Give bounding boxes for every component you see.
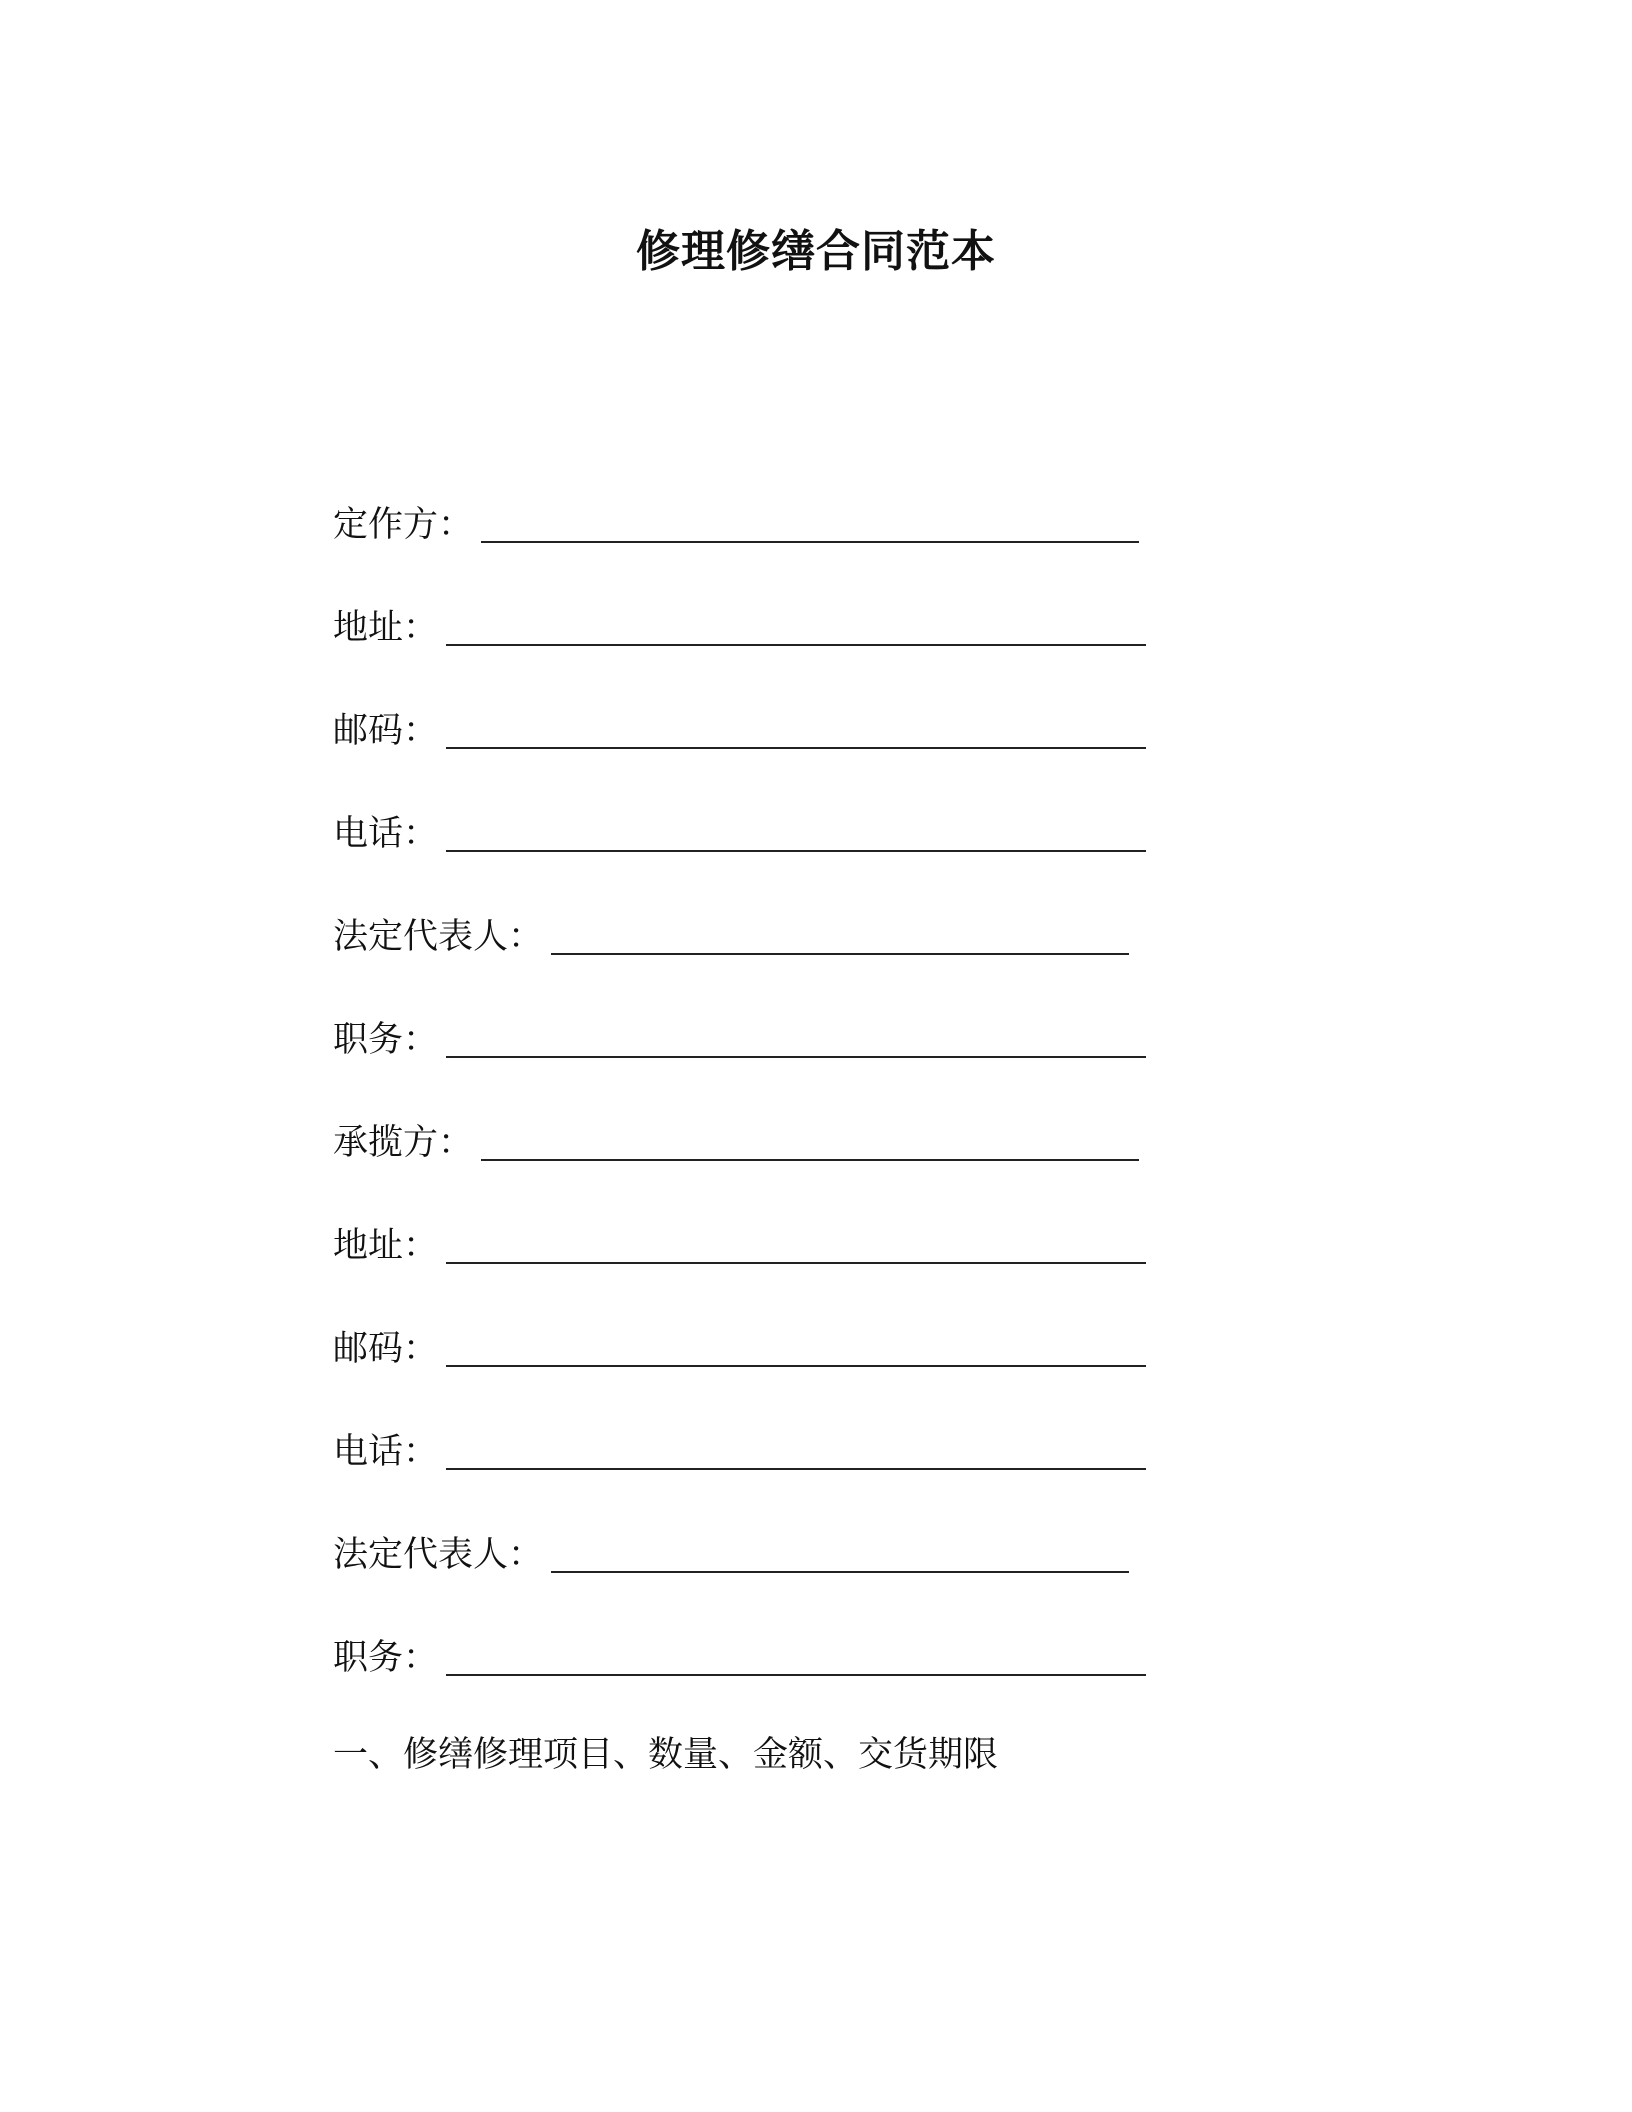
field-legal-rep-1 (333, 912, 1129, 962)
fill-in-line (446, 1674, 1146, 1676)
field-label: 职务： (333, 1020, 439, 1060)
field-address-2 (333, 1221, 1146, 1271)
fill-in-line (446, 1262, 1146, 1264)
fill-in-line (446, 747, 1146, 749)
field-postcode-1 (333, 706, 1146, 756)
field-ordering-party (333, 500, 1139, 550)
fill-in-line (446, 1365, 1146, 1367)
field-position-2 (333, 1633, 1146, 1683)
section-heading: 一、修缮修理项目、数量、金额、交货期限 (333, 1735, 999, 1775)
field-address-1 (333, 603, 1146, 653)
field-label: 法定代表人： (333, 1535, 544, 1575)
field-label: 地址： (333, 608, 439, 648)
fill-in-line (481, 541, 1139, 543)
field-contractor (333, 1118, 1139, 1168)
fill-in-line (551, 1571, 1129, 1573)
field-phone-1 (333, 809, 1146, 859)
field-label: 定作方： (333, 505, 474, 545)
field-postcode-2 (333, 1324, 1146, 1374)
field-label: 邮码： (333, 711, 439, 751)
field-phone-2 (333, 1427, 1146, 1477)
fill-in-line (446, 850, 1146, 852)
field-label: 邮码： (333, 1329, 439, 1369)
field-legal-rep-2 (333, 1530, 1129, 1580)
document-title: 修理修缮合同范本 (636, 226, 996, 277)
field-label: 电话： (333, 1432, 439, 1472)
field-label: 承揽方： (333, 1123, 474, 1163)
fill-in-line (481, 1159, 1139, 1161)
field-label: 职务： (333, 1638, 439, 1678)
field-label: 电话： (333, 814, 439, 854)
fill-in-line (446, 644, 1146, 646)
field-label: 地址： (333, 1226, 439, 1266)
fill-in-line (446, 1468, 1146, 1470)
field-position-1 (333, 1015, 1146, 1065)
fill-in-line (551, 953, 1129, 955)
fill-in-line (446, 1056, 1146, 1058)
field-label: 法定代表人： (333, 917, 544, 957)
